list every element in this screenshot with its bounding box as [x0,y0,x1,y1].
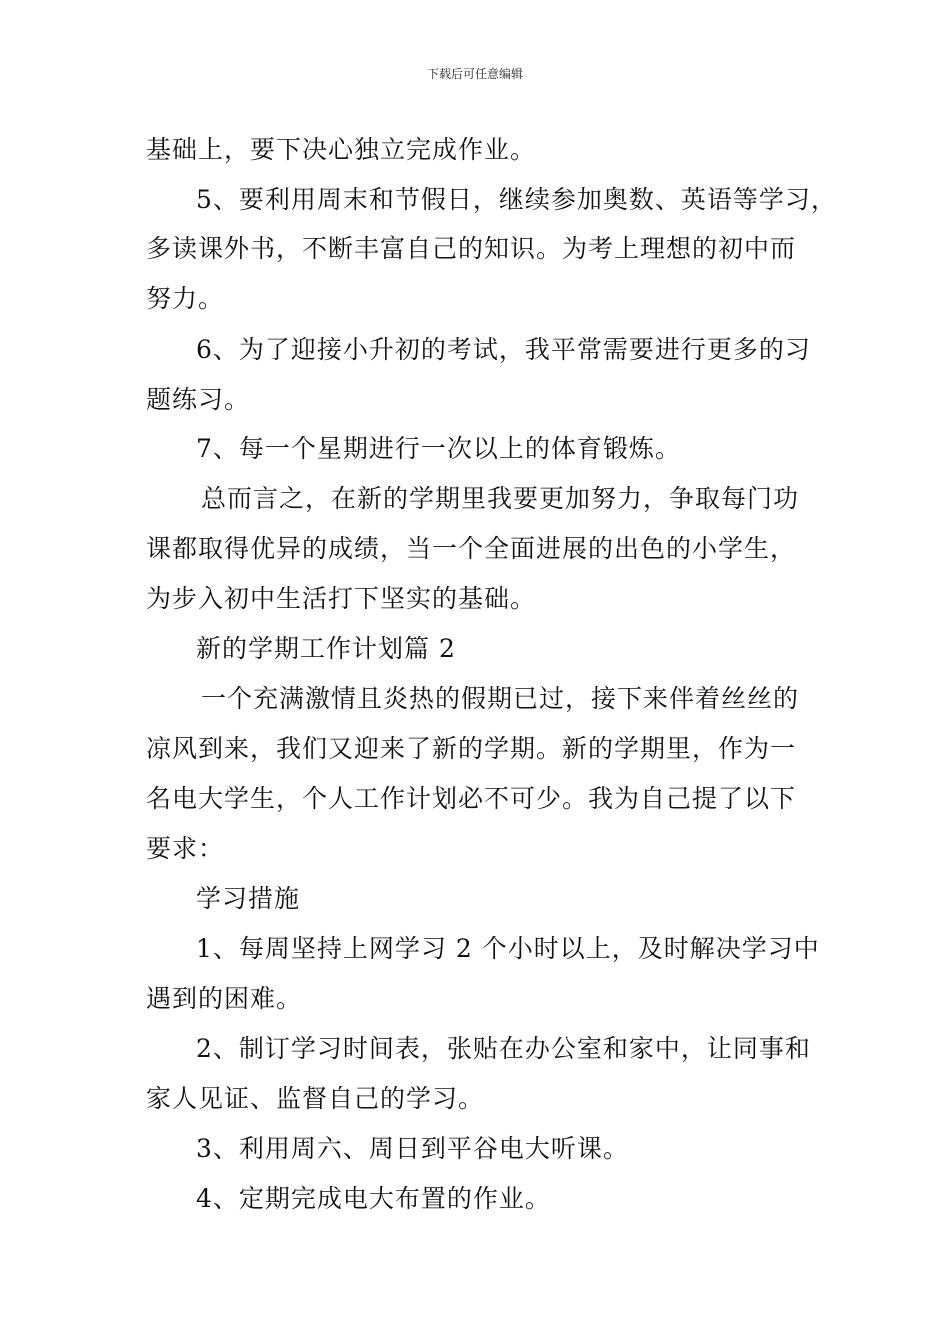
text-line: 7、每一个星期进行一次以上的体育锻炼。 [196,434,681,463]
text-line: 3、利用周六、周日到平谷电大听课。 [196,1134,629,1163]
subheading: 学习措施 [196,884,301,913]
text-line: 凉风到来，我们又迎来了新的学期。新的学期里，作为一 [146,734,797,763]
text-line: 4、定期完成电大布置的作业。 [196,1184,551,1213]
section-heading: 新的学期工作计划篇 2 [196,634,456,663]
text-line: 要求： [146,834,225,863]
text-line: 名电大学生，个人工作计划必不可少。我为自己提了以下 [146,784,797,813]
text-line: 努力。 [146,284,225,313]
text-line: 遇到的困难。 [146,984,303,1013]
text-line: 家人见证、监督自己的学习。 [146,1084,485,1113]
text-line: 课都取得优异的成绩，当一个全面进展的出色的小学生， [146,534,797,563]
text-line: 总而言之，在新的学期里我要更加努力，争取每门功 [201,484,800,513]
text-line: 为步入初中生活打下坚实的基础。 [146,584,537,613]
text-line: 多读课外书，不断丰富自己的知识。为考上理想的初中而 [146,234,797,263]
text-line: 1、每周坚持上网学习 2 个小时以上，及时解决学习中 [196,934,820,963]
text-line: 6、为了迎接小升初的考试，我平常需要进行更多的习 [196,335,811,364]
page-header: 下载后可任意编辑 [426,67,523,81]
text-line: 2、制订学习时间表，张贴在办公室和家中，让同事和 [196,1034,811,1063]
text-line: 5、要利用周末和节假日，继续参加奥数、英语等学习， [196,185,837,214]
text-line: 题练习。 [146,385,251,414]
text-line: 一个充满激情且炎热的假期已过，接下来伴着丝丝的 [201,684,800,713]
text-line: 基础上，要下决心独立完成作业。 [146,135,537,164]
